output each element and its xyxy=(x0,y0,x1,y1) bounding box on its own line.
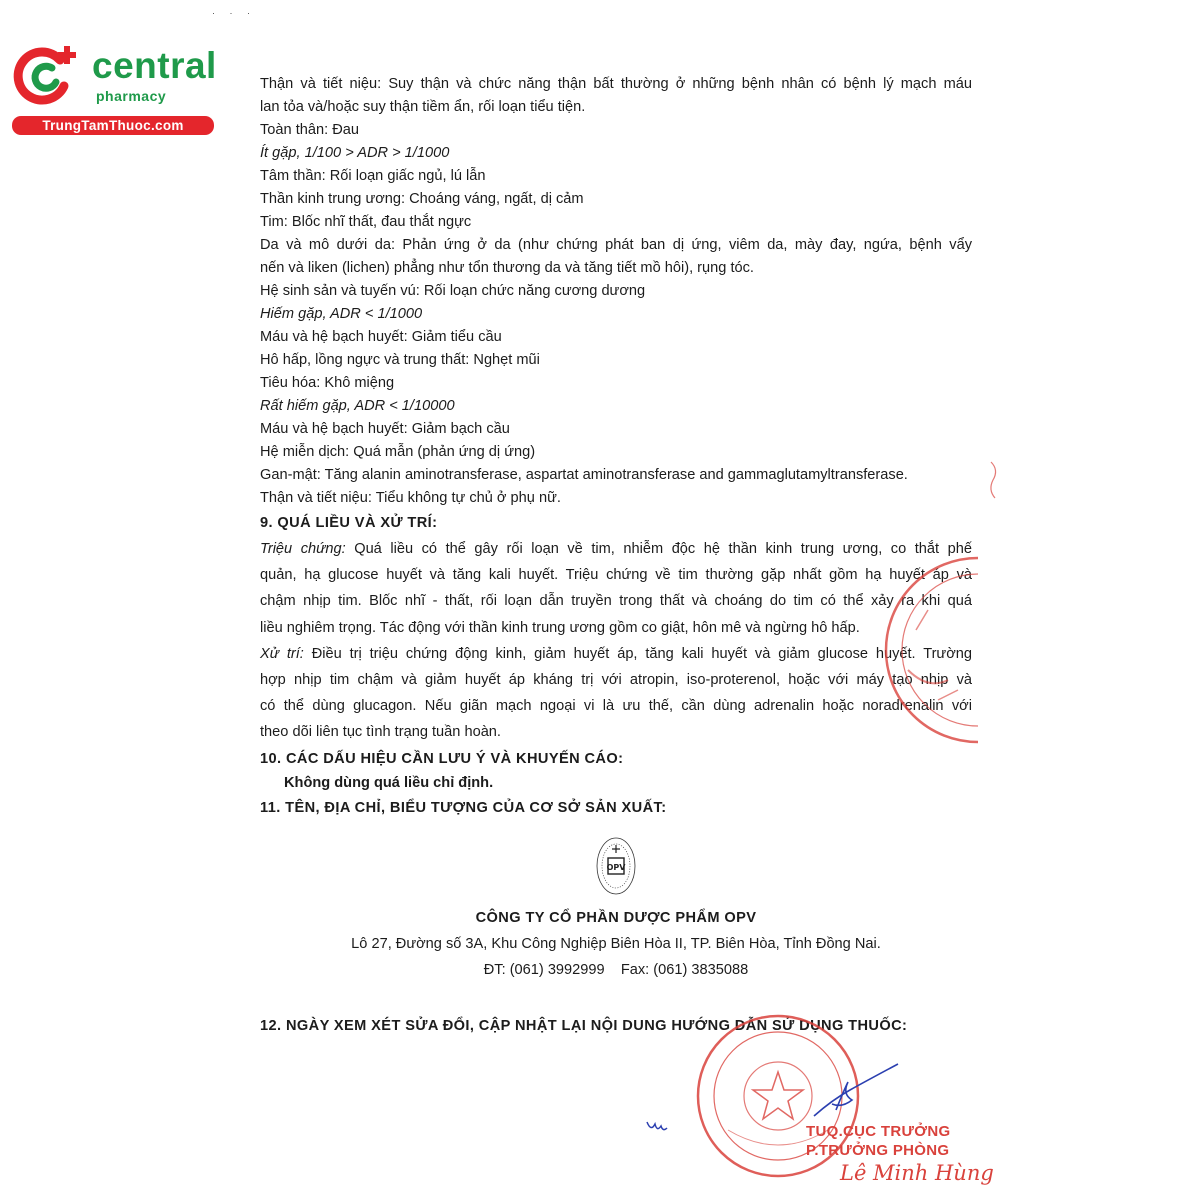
adverse-effect-line: Thận và tiết niệu: Tiểu không tự chủ ở phụ nữ. xyxy=(260,490,561,506)
adverse-effect-line: Tim: Blốc nhĩ thất, đau thắt ngực xyxy=(260,214,472,230)
frequency-subheading: Ít gặp, 1/100 > ADR > 1/1000 xyxy=(260,145,450,161)
treatment-label: Xử trí: xyxy=(260,645,304,662)
frequency-subheading: Hiếm gặp, ADR < 1/1000 xyxy=(260,306,423,322)
adverse-effect-line: Da và mô dưới da: Phản ứng ở da (như chứng phát ban dị ứng, viêm da, mày đay, ngứa, bệnh vẩy xyxy=(260,237,972,253)
treatment-line xyxy=(260,641,972,667)
treatment-text: theo dõi liên tục tình trạng tuần hoàn. xyxy=(260,724,501,741)
signature-title-1: TUQ.CỤC TRƯỞNG xyxy=(806,1123,951,1140)
central-pharmacy-logo-icon xyxy=(12,40,84,112)
adverse-effect-line: nến và liken (lichen) phẳng như tổn thương da và tăng tiết mồ hôi), rụng tóc. xyxy=(260,260,754,276)
red-stamp-right-icon xyxy=(868,540,978,760)
adverse-effect-line: Máu và hệ bạch huyết: Giảm bạch cầu xyxy=(260,421,510,437)
treatment-text: hợp nhịp tim chậm và giảm huyết áp kháng trị với atropin, iso-proterenol, hoặc với máy tạo nhịp và xyxy=(260,672,972,689)
symptoms-text: Quá liều có thể gây rối loạn về tim, nhiễm độc hệ thần kinh trung ương, co thắt phế xyxy=(354,541,972,557)
document-body xyxy=(260,73,972,1039)
brand-subtitle: pharmacy xyxy=(96,88,167,104)
treatment-line xyxy=(260,693,972,719)
treatment-paragraph xyxy=(260,641,972,746)
brand-url-badge[interactable]: TrungTamThuoc.com xyxy=(12,116,214,135)
treatment-text: có thể dùng glucagon. Nếu giãn mạch ngoại vi là ưu thế, cần dùng adrenalin hoặc noradrenalin với xyxy=(260,698,972,715)
margin-mark-icon xyxy=(985,460,1005,500)
blue-initials-icon xyxy=(645,1116,677,1136)
section-10-heading: 10. CÁC DẤU HIỆU CẦN LƯU Ý VÀ KHUYẾN CÁO: xyxy=(260,750,624,767)
adverse-effect-line: Tiêu hóa: Khô miệng xyxy=(260,375,395,391)
brand-logo xyxy=(8,36,218,136)
treatment-text: Điều trị triệu chứng động kinh, giảm huyết áp, tăng kali huyết và giảm glucose huyết. Trường xyxy=(311,645,973,662)
symptoms-line xyxy=(260,588,972,614)
section-9-body xyxy=(260,536,972,746)
adverse-effect-line: Hô hấp, lồng ngực và trung thất: Nghẹt mũi xyxy=(260,352,540,368)
adverse-effect-line: Hệ miễn dịch: Quá mẫn (phản ứng dị ứng) xyxy=(260,444,536,460)
adverse-effect-line: Tâm thần: Rối loạn giấc ngủ, lú lẫn xyxy=(260,168,486,184)
treatment-line xyxy=(260,667,972,693)
frequency-subheading: Rất hiếm gặp, ADR < 1/10000 xyxy=(260,398,455,414)
opv-logo-text: OPV xyxy=(606,862,626,872)
blue-signature-icon xyxy=(812,1060,902,1120)
treatment-line xyxy=(260,719,972,745)
section-10-text: Không dùng quá liều chỉ định. xyxy=(284,774,494,791)
adverse-effect-line: Máu và hệ bạch huyết: Giảm tiểu cầu xyxy=(260,329,502,345)
adverse-effect-line: Gan-mật: Tăng alanin aminotransferase, aspartat aminotransferase and gammaglutamyltransferase. xyxy=(260,467,908,483)
company-contact: ĐT: (061) 3992999 Fax: (061) 3835088 xyxy=(483,961,749,978)
adverse-effect-line: Thần kinh trung ương: Choáng váng, ngất, dị cảm xyxy=(260,191,584,207)
approval-signature-block xyxy=(806,1122,994,1186)
symptoms-line xyxy=(260,536,972,562)
opv-manufacturer-logo xyxy=(594,835,638,897)
symptoms-text: liều nghiêm trọng. Tác động với thần kinh trung ương gồm co giật, hôn mê và ngừng hô hấp. xyxy=(260,619,860,636)
adverse-effect-line: Hệ sinh sản và tuyến vú: Rối loạn chức năng cương dương xyxy=(260,283,646,299)
company-name: CÔNG TY CỔ PHẦN DƯỢC PHẨM OPV xyxy=(475,909,757,926)
brand-name: central xyxy=(92,45,217,86)
section-11-heading: 11. TÊN, ĐỊA CHỈ, BIỂU TƯỢNG CỦA CƠ SỞ SẢN XUẤT: xyxy=(260,799,667,816)
adverse-effect-line: Toàn thân: Đau xyxy=(260,122,359,138)
symptoms-text: chậm nhịp tim. Blốc nhĩ - thất, rối loạn dẫn truyền trong thất và choáng do tim có thể xảy ra khi quá xyxy=(260,593,972,610)
symptoms-text: quản, hạ glucose huyết và tăng kali huyết. Triệu chứng về tim thường gặp nhất gồm hạ huyết áp và xyxy=(260,567,972,584)
symptoms-paragraph xyxy=(260,536,972,641)
symptoms-line xyxy=(260,562,972,588)
adverse-effect-line: Thận và tiết niệu: Suy thận và chức năng thận bất thường ở những bệnh nhân có bệnh lý mạch máu xyxy=(260,76,972,92)
adverse-effects-list xyxy=(260,73,972,510)
section-9-heading: 9. QUÁ LIỀU VÀ XỬ TRÍ: xyxy=(260,515,438,531)
manufacturer-block xyxy=(260,835,972,983)
symptoms-label: Triệu chứng: xyxy=(260,541,346,557)
scan-noise: · · · xyxy=(212,8,256,18)
section-12-heading: 12. NGÀY XEM XÉT SỬA ĐỔI, CẬP NHẬT LẠI NỘI DUNG HƯỚNG DẪN SỬ DỤNG THUỐC: xyxy=(260,1017,908,1034)
signature-title-2: P.TRƯỞNG PHÒNG xyxy=(806,1142,950,1159)
adverse-effect-line: lan tỏa và/hoặc suy thận tiềm ẩn, rối loạn tiểu tiện. xyxy=(260,99,586,115)
signature-name: Lê Minh Hùng xyxy=(840,1161,994,1185)
symptoms-line xyxy=(260,615,972,641)
company-address: Lô 27, Đường số 3A, Khu Công Nghiệp Biên Hòa II, TP. Biên Hòa, Tỉnh Đồng Nai. xyxy=(351,935,881,952)
